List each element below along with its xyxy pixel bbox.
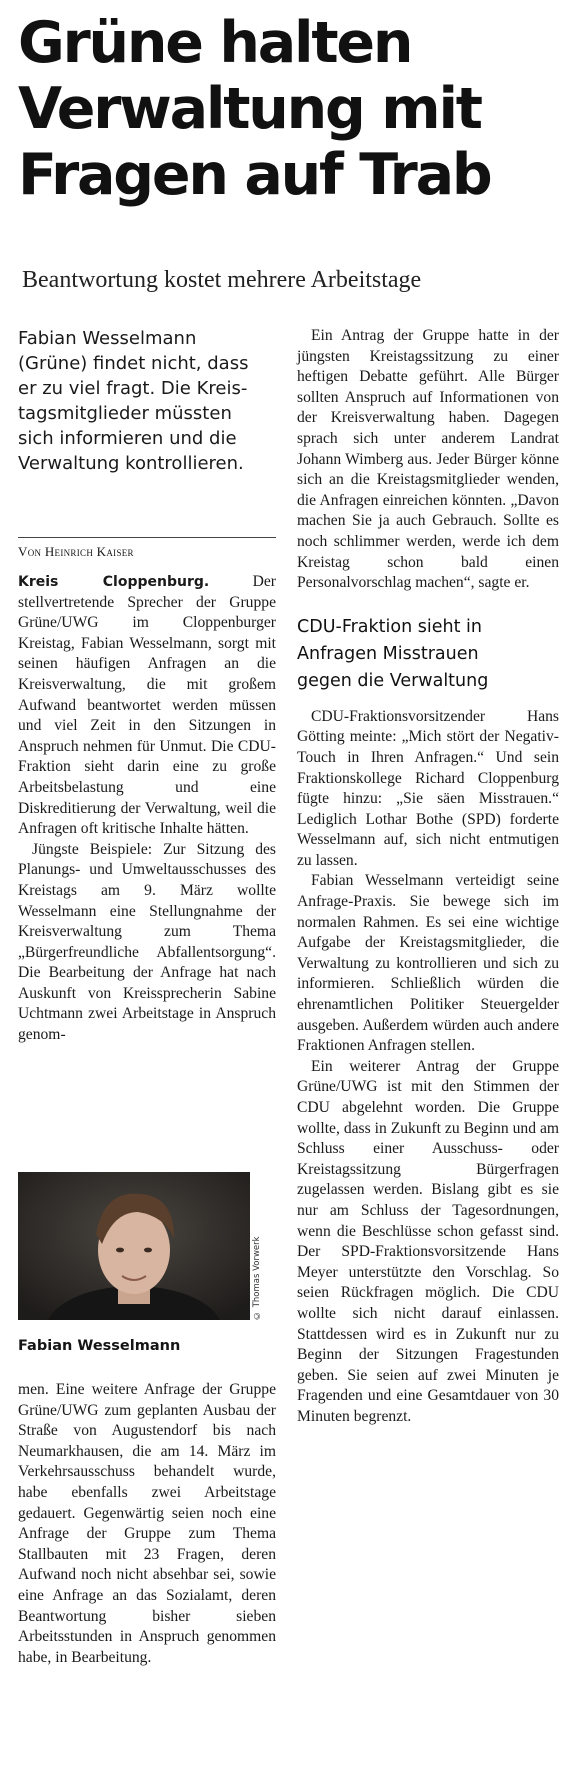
- headline-line: Verwaltung mit: [18, 76, 481, 142]
- headline-line: Fragen auf Trab: [18, 142, 491, 208]
- photo-caption: Fabian Wesselmann: [18, 1338, 181, 1354]
- lead-paragraph: Fabian Wesselmann (Grüne) findet nicht, dass er zu viel fragt. Die Kreistagsmitglieder müssten sich informieren und die Verwaltung kontrollieren.: [18, 328, 249, 474]
- photo-credit: © Thomas Vorwerk: [252, 1236, 262, 1320]
- right-column-body: [297, 326, 559, 1428]
- body-paragraph: CDU-Fraktionsvorsitzender Hans Götting meinte: „Mich stört der Negativ-Touch in Ihren Anfragen.“ Und sein Fraktionskollege Richard Cloppenburg fügte hinzu: „Sie säen Misstrauen.“ Lediglich Lothar Bothe (SPD) forderte Wesselmann auf, sich nicht entmutigen zu lassen.: [297, 707, 559, 869]
- byline: Von Heinrich Kaiser: [18, 544, 134, 559]
- body-paragraph: Ein weiterer Antrag der Gruppe Grüne/UWG ist mit den Stimmen der CDU abgelehnt worden. Die Gruppe wollte, dass in Zukunft zu Beginn und am Schluss einer Ausschuss- oder Kreistagssitzung Bürgerfragen zugelassen werden. Bislang gibt es sie nur am Schluss der Tagesordnungen, wenn die Beschlüsse schon gefasst sind. Der SPD-Fraktionsvorsitzende Hans Meyer unterstützte den Vorschlag. So seien Rückfragen möglich. Die CDU wollte sich nicht darauf einlassen. Stattdessen wird es in Zukunft nur zu Beginn der Sitzungen Fragestunden geben. Sie seien auf zwei Minuten je Fragenden und eine Gesamtdauer von 30 Minuten begrenzt.: [297, 1057, 559, 1425]
- body-paragraph: [18, 572, 276, 840]
- body-paragraph: Jüngste Beispiele: Zur Sitzung des Planungs- und Umweltausschusses des Kreistags am 9. März wollte Wesselmann eine Stellungnahme der Kreisverwaltung zum Thema „Bürgerfreundliche Abfallentsorgung“. Die Bearbeitung der Anfrage hat nach Auskunft von Kreissprecherin Sabine Uchtmann zwei Arbeitstage in Anspruch genom-: [18, 840, 276, 1044]
- crosshead-line: gegen die Verwaltung: [297, 670, 489, 691]
- subheadline: Beantwortung kostet mehrere Arbeitstage: [22, 267, 422, 293]
- crosshead: [297, 614, 559, 695]
- crosshead-line: CDU-Fraktion sieht in: [297, 616, 482, 637]
- left-column-continuation: [18, 1380, 276, 1668]
- body-paragraph: Fabian Wesselmann verteidigt seine Anfrage-Praxis. Sie bewege sich im normalen Rahmen. Es sei eine wichtige Aufgabe der Kreistagsmitglieder, die Verwaltung zu kontrollieren und sich zu informieren. Schließlich würden die ehrenamtlichen Politiker Steuergelder ausgeben. Außerdem würden auch andere Fraktionen Anfragen stellen.: [297, 872, 559, 1055]
- body-text: Der stellvertretende Sprecher der Gruppe Grüne/UWG im Cloppenburger Kreistag, Fabian Wesselmann, sorgt mit seinen häufigen Anfragen an die Kreisverwaltung, die mit großem Aufwand beantwortet werden müssen und viel Zeit in den Sitzungen in Anspruch nehmen für Unmut. Die CDU-Fraktion sieht darin eine zu große Arbeitsbelastung und eine Diskreditierung der Verwaltung, weil die Anfragen oft kritische Inhalte hätten.: [18, 573, 276, 838]
- portrait-photo: [18, 1172, 250, 1320]
- body-paragraph: men. Eine weitere Anfrage der Gruppe Grüne/UWG zum geplanten Ausbau der Straße von Augustendorf bis nach Neumarkhausen, die am 14. März im Verkehrsausschuss behandelt wurde, habe ebenfalls zwei Arbeitstage gedauert. Gegenwärtig seien noch eine Anfrage der Gruppe zum Thema Stallbauten mit 23 Fragen, deren Aufwand noch nicht absehbar sei, sowie eine Anfrage an das Sozialamt, deren Beantwortung bisher sieben Arbeitsstunden in Anspruch genommen habe, in Bearbeitung.: [18, 1381, 276, 1666]
- left-column-body: [18, 572, 276, 1046]
- portrait-image: [18, 1172, 250, 1320]
- body-paragraph: Ein Antrag der Gruppe hatte in der jüngsten Kreistagssitzung zu einer heftigen Debatte geführt. Alle Bürger sollten Anspruch auf Informationen von der Kreisverwaltung haben. Dagegen sprach sich unter anderem Landrat Johann Wimberg aus. Jeder Bürger könne sich an die Kreistagsmitglieder wenden, die Anfragen einreichen könnten. „Davon machen Sie ja auch Gebrauch. Sollte es noch schlimmer werden, werde ich dem Kreistag schon bald einen Personalvorschlag machen“, sagte er.: [297, 327, 559, 592]
- byline-divider: [18, 537, 276, 538]
- headline: [18, 10, 563, 208]
- crosshead-line: Anfragen Misstrauen: [297, 643, 479, 664]
- dateline: Kreis Cloppenburg.: [18, 574, 210, 590]
- headline-line: Grüne halten: [18, 10, 412, 76]
